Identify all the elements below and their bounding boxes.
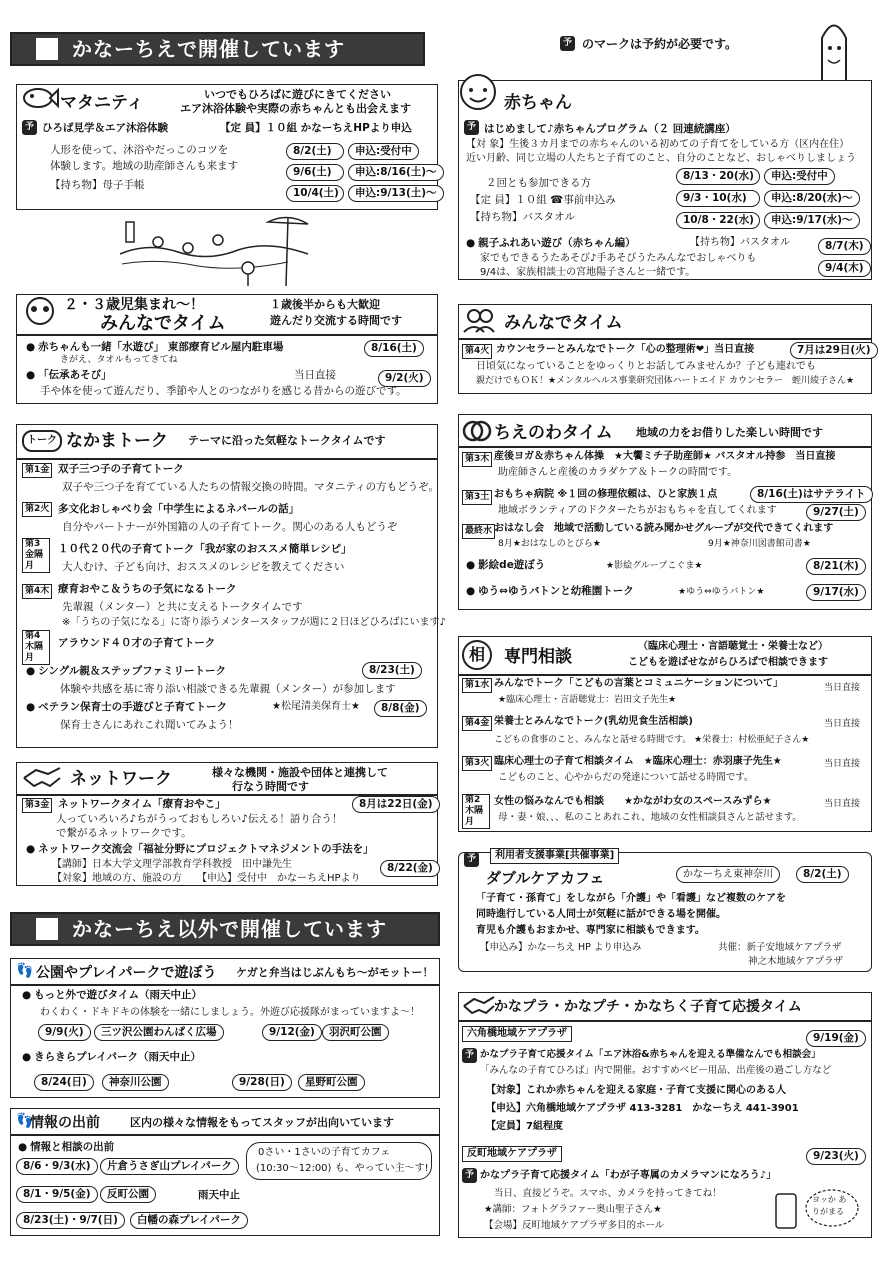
park-d4: 9/28(日) (232, 1074, 292, 1091)
network-sub1: 様々な機関・施設や団体と連携して (212, 766, 388, 779)
minna-date: 7月は29日(火) (790, 342, 878, 359)
network-tag: 第3金 (22, 798, 52, 813)
baby-apply-1: 申込:受付中 (764, 168, 835, 185)
nakama-veteran: ● ベテラン保育士の手遊びと子育てトーク (26, 700, 227, 714)
chie-r3-d1: 8月★おはなしのとびら★ (498, 539, 601, 549)
maternity-sub2: エア沐浴体験や実際の赤ちゃんとも出会えます (180, 102, 411, 115)
consult-r3-d: こどものこと、心やからだの発達について話せる時間です。 (498, 772, 754, 783)
nakama-single-date: 8/23(土) (362, 662, 422, 679)
network-sub2: 行なう時間です (232, 780, 309, 793)
double-title: ダブルケアカフェ (486, 869, 605, 887)
minna-d2: 親だけでもＯＫ！★メンタルヘルス事業研究団体ハートエイド カウンセラー 蛭川綾子さん★ (476, 376, 855, 386)
park-item2: ● きらきらプレイパーク（雨天中止） (22, 1050, 201, 1064)
nakama-veteran-date: 8/8(金) (374, 700, 427, 717)
outreach-p1: 片倉うさぎ山プレイパーク (100, 1158, 239, 1175)
nakama-single-desc: 体験や共感を基に寄り添い相談できる先輩親（メンター）が参加します (60, 683, 396, 695)
nakama-row2-tag: 第2火 (22, 502, 52, 517)
baby-play: ● 親子ふれあい遊び（赤ちゃん編） (466, 236, 636, 250)
toddler-item1: ● 赤ちゃんも一緒「水遊び」 東部療育ビル屋内駐車場 (26, 340, 283, 354)
outreach-title: 情報の出前 (30, 1115, 100, 1131)
nakama-row2-desc: 自分やパートナーが外国籍の人の子育てトーク。関心のある人もどうぞ (62, 521, 398, 533)
park-item1-desc: わくわく・ドキドキの体験を一緒にしましょう。外遊び応援隊がまっていますよ～！ (40, 1007, 420, 1018)
outreach-p2: 反町公園 (100, 1186, 156, 1203)
top-banner-text: かなーちえで開催しています (72, 36, 345, 61)
reserve-mark: 予 (464, 120, 479, 135)
minna-tag: 第4火 (462, 344, 492, 359)
toddler-title2: みんなでタイム (100, 313, 226, 334)
baby-date-1: 8/13・20(水) (676, 168, 760, 185)
nakama-row4-desc2: ※「うちの子気になる」に寄り添うメンタースタッフが週に２日ほどひろばにいます♪ (62, 617, 446, 628)
legend-text: のマークは予約が必要です。 (582, 37, 738, 51)
divider (458, 1020, 872, 1022)
reserve-mark: 予 (22, 120, 37, 135)
baby-title: 赤ちゃん (504, 93, 572, 113)
kanapura-title: かなプラ・かなプチ・かなちく子育て応援タイム (494, 999, 802, 1015)
toddler-item1-note: きがえ、タオルもってきてね (60, 355, 178, 365)
toddler-title1: ２・３歳児集まれ～！ (64, 297, 204, 313)
chie-sub: 地域の力をお借りした楽しい時間です (636, 426, 823, 439)
divider (10, 1134, 440, 1136)
consult-icon: 相 (462, 640, 492, 670)
minna-d1: 日頃気になっていることをゆっくりとお話してみませんか？子ども連れでも (476, 361, 816, 372)
nakama-row1-desc: 双子や三つ子を育てている人たちの情報交換の時間。マタニティの方もどうぞ。 (62, 481, 439, 493)
park-d1: 9/9(火) (38, 1024, 91, 1041)
chie-r5-by: ★ゆう⇔ゆうバトン★ (678, 587, 765, 597)
network-t1: ネットワークタイム「療育おやこ」 (58, 798, 226, 810)
kanapura-l3: 【定員】7組程度 (486, 1121, 563, 1132)
chie-r2-date1: 8/16(土)はサテライト (750, 486, 873, 503)
maternity-capacity: 【定 員】１０組 かなーちえHPより申込 (220, 122, 412, 134)
consult-r2-d: こどもの食事のこと、みんなと話せる時間です。 ★栄養士：村松亜紀子さん★ (494, 735, 810, 745)
double-label: 利用者支援事業[共催事業] (490, 848, 619, 864)
toddler-item2-date: 9/2(火) (378, 370, 431, 387)
park-p3: 神奈川公園 (102, 1074, 169, 1091)
baby-date-3: 10/8・22(水) (676, 212, 760, 229)
kids-icon (20, 297, 60, 327)
nakama-row3-desc: 大人むけ、子ども向け、おススメのレシピを教えてください (62, 561, 345, 573)
baby-face-icon (456, 72, 500, 112)
maternity-date-3: 10/4(土) (286, 185, 344, 202)
cafe-bubble-text2: (10:30～12:00) も、やってい主～す! (256, 1163, 429, 1174)
maternity-item-title: ひろば見学＆エア沐浴体験 (42, 122, 168, 134)
chie-r2-d: 地域ボランティアのドクターたちがおもちゃを直してくれます (498, 505, 777, 516)
baby-apply-2: 申込:8/20(水)～ (764, 190, 860, 207)
nakama-row1-title: 双子三つ子の子育てトーク (58, 463, 184, 475)
outreach-d1: 8/6・9/3(水) (16, 1158, 98, 1175)
network-t2-l1: 【講師】日本大学文理学部教育学科教授 田中謙先生 (52, 859, 292, 870)
chie-r2-tag: 第3土 (462, 490, 492, 505)
banner-square (36, 38, 58, 60)
kanapura-l5: 【会場】反町地域ケアプラザ多目的ホール (484, 1220, 665, 1231)
footprint-icon: 👣 (16, 1113, 34, 1129)
kanapura-l2: 【申込】六角橋地域ケアプラザ 413-3281 かなーちえ 441-3901 (486, 1103, 799, 1114)
nakama-single: ● シングル親＆ステップファミリートーク (26, 664, 226, 678)
nakama-row3-tag: 第3金隔月 (22, 538, 50, 573)
double-co2: 神之木地域ケアプラザ (748, 956, 844, 967)
baby-target1: 【対 象】生後３カ月までの赤ちゃんのいる初めての子育てをしている方（区内在住） (466, 139, 850, 150)
nakama-row5-title: アラウンド４０才の子育てトーク (58, 637, 216, 649)
consult-r2-t: 栄養士とみんなでトーク(乳幼児食生活相談) (494, 716, 693, 727)
network-t1-date: 8月は22日(金) (352, 796, 440, 813)
divider (16, 334, 438, 336)
network-t1-d1: 人っていろいろ♪ちがうっておもしろい♪伝える！語り合う！ (56, 813, 343, 825)
consult-r4-note: 当日直接 (824, 799, 861, 809)
consult-r1-note: 当日直接 (824, 683, 861, 693)
chie-r4: ● 影絵de遊ぼう (466, 558, 545, 572)
maternity-date-2: 9/6(土) (286, 164, 344, 181)
baby-bring: 【持ち物】バスタオル (470, 211, 575, 223)
kanapura-l4: ★講師：フォトグラファー奥山聖子さん★ (484, 1204, 662, 1215)
park-title: 公園やプレイパークで遊ぼう (36, 965, 217, 981)
chie-r4-date: 8/21(木) (806, 558, 866, 575)
outreach-p3: 白幡の森プレイパーク (130, 1212, 248, 1229)
park-p4: 星野町公園 (298, 1074, 365, 1091)
footprint-icon: 👣 (16, 963, 34, 979)
consult-r2-tag: 第4金 (462, 716, 492, 731)
chie-r3-d2: 9月★神奈川図書館司書★ (708, 539, 811, 549)
toddler-item1-date: 8/16(土) (364, 340, 424, 357)
double-date: 8/2(土) (796, 866, 849, 883)
chie-r5: ● ゆう⇔ゆうバトンと幼稚園トーク (466, 584, 634, 598)
consult-r3-note: 当日直接 (824, 759, 861, 769)
baby-play-d2: 9/4は、家族相談士の宮地陽子さんと一緒です。 (480, 267, 696, 278)
handshake-icon (22, 764, 62, 792)
kanapura-loc1: 六角橋地域ケアプラザ (462, 1026, 572, 1042)
double-place: かなーちえ東神奈川 (676, 866, 780, 883)
consult-r1-d: ★臨床心理士・言語聴覚士：岩田文子先生★ (498, 695, 677, 705)
chie-r2-date2: 9/27(土) (806, 504, 866, 521)
network-t1-d2: で繋がるネットワークです。 (56, 827, 192, 839)
minna-t: カウンセラーとみんなでトーク「心の整理術❤」当日直接 (496, 344, 755, 355)
consult-title: 専門相談 (504, 647, 572, 667)
nakama-sub: テーマに沿った気軽なトークタイムです (188, 434, 386, 447)
reserve-mark: 予 (464, 852, 479, 867)
beach-illustration (118, 212, 318, 290)
baby-play-bring: 【持ち物】バスタオル (690, 237, 790, 248)
chie-r2: おもちゃ病院 ※１回の修理依頼は、ひと家族１点 (494, 489, 718, 500)
baby-cap: 【定 員】１０組 ☎事前申込み (470, 194, 616, 206)
nakama-row5-tag: 第4木隔月 (22, 630, 50, 665)
outreach-rain: 雨天中止 (198, 1189, 240, 1201)
nakama-title: なかまトーク (66, 431, 168, 451)
chie-r1-tag: 第3木 (462, 452, 492, 467)
divider (458, 674, 872, 676)
cafe-bubble-text1: 0さい・1さいの子育てカフェ (258, 1147, 391, 1158)
toddler-item2: ● 「伝承あそび」 (26, 368, 112, 382)
fish-icon (20, 84, 60, 112)
handshake-icon (462, 994, 496, 1018)
outreach-item: ● 情報と相談の出前 (18, 1140, 114, 1154)
baby-apply-3: 申込:9/17(水)～ (764, 212, 860, 229)
toddler-item2-desc: 手や体を使って遊んだり、季節や人とのつながりを感じる昔からの遊びです。 (40, 385, 407, 397)
kanapura-date2: 9/23(火) (806, 1148, 866, 1165)
park-item1: ● もっと外で遊びタイム（雨天中止） (22, 988, 202, 1002)
double-d2: 同時進行している人同士が気軽に話ができる場を開催。 (476, 909, 726, 920)
reserve-mark: 予 (462, 1048, 477, 1063)
network-title: ネットワーク (70, 769, 172, 789)
nakama-row1-tag: 第1金 (22, 463, 52, 478)
divider (458, 338, 872, 340)
outreach-d3: 8/23(土)・9/7(日) (16, 1212, 125, 1229)
bottom-banner (10, 912, 440, 946)
baby-both: ２回とも参加できる方 (486, 177, 591, 189)
kanapura-t1b: 「みんなの子育てひろば」内で開催。おすすめベビー用品、出産後の過ごし方など (480, 1065, 832, 1076)
network-t2: ● ネットワーク交流会「福祉分野にプロジェクトマネジメントの手法を」 (26, 842, 374, 856)
maternity-date-1: 8/2(土) (286, 143, 344, 160)
chie-r1-d: 助産師さんと産後のカラダケア＆トークの時間です。 (498, 467, 738, 478)
maternity-apply-2: 申込:8/16(土)～ (348, 164, 444, 181)
consult-r4-t: 女性の悩みなんでも相談 ★かながわ女のスペースみずら★ (494, 796, 772, 807)
consult-r4-tag: 第2木隔月 (462, 794, 490, 829)
divider (10, 984, 440, 986)
chie-r3: おはなし会 地域で活動している読み聞かせグループが交代できてくれます (494, 523, 834, 534)
nakama-veteran-by: ★松尾清美保育士★ (272, 701, 360, 712)
nakama-row4-title: 療育おやこ＆うちの子気になるトーク (58, 583, 237, 595)
park-d3: 8/24(日) (34, 1074, 94, 1091)
maternity-title: マタニティ (60, 93, 144, 113)
baby-play-date-1: 8/7(木) (818, 238, 871, 255)
nakama-row3-title: １０代２０代の子育てトーク「我が家のおススメ簡単レシピ」 (58, 543, 352, 555)
reserve-mark: 予 (462, 1168, 477, 1183)
toddler-sub2: 遊んだり交流する時間です (270, 314, 402, 327)
chie-r3-tag: 最終水 (462, 524, 495, 539)
park-d2: 9/12(金) (262, 1024, 322, 1041)
bottom-banner-text: かなーちえ以外で開催しています (72, 916, 387, 941)
double-co1: 共催：新子安地域ケアプラザ (718, 942, 842, 953)
maternity-bring: 【持ち物】母子手帳 (50, 179, 145, 191)
divider (16, 458, 438, 460)
baby-item-title: はじめまして♪赤ちゃんプログラム（２ 回連続講座） (484, 123, 736, 135)
nakama-veteran-desc: 保育士さんにあれこれ聞いてみよう！ (60, 719, 239, 731)
park-sub: ケガと弁当はじぶんもち～がモットー！ (236, 966, 434, 979)
network-t2-date: 8/22(金) (380, 860, 440, 877)
maternity-apply-3: 申込:9/13(土)～ (348, 185, 444, 202)
maternity-desc1: 人形を使って、沐浴やだっこのコツを (50, 144, 229, 156)
outreach-sub: 区内の様々な情報をもってスタッフが出向いています (130, 1116, 394, 1129)
kanapura-t1: かなプラ子育て応援タイム「エア沐浴&赤ちゃんを迎える準備なんでも相談会」 (480, 1049, 821, 1060)
group-icon (462, 306, 496, 334)
double-d1: 「子育て・孫育て」をしながら「介護」や「看護」など複数のケアを (476, 893, 786, 904)
kanapura-t2: かなプラ子育て応援タイム「わが子専属のカメラマンになろう♪」 (480, 1170, 777, 1181)
park-p2: 羽沢町公園 (322, 1024, 389, 1041)
nakama-row2-title: 多文化おしゃべり会「中学生によるネパールの話」 (58, 503, 300, 515)
network-t2-l2: 【対象】地域の方、施設の方 【申込】受付中 かなーちえHPより (52, 873, 361, 884)
consult-r1-tag: 第1水 (462, 678, 492, 693)
consult-r4-d: 母・妻・娘、、、私のことあれこれ、地域の女性相談員さんと話せます。 (498, 812, 802, 823)
kanapura-loc2: 反町地域ケアプラザ (462, 1146, 562, 1162)
reserve-mark-legend: 予 (560, 36, 575, 51)
chie-r5-date: 9/17(水) (806, 584, 866, 601)
kanapura-t2b: 当日、直接どうぞ。スマホ、カメラを持ってきてね！ (494, 1188, 722, 1199)
baby-play-d1: 家でもできるうたあそび♪手あそびうたみんなでおしゃべりも (480, 253, 757, 264)
rings-icon (462, 418, 492, 444)
top-banner (10, 32, 425, 66)
outreach-d2: 8/1・9/5(金) (16, 1186, 98, 1203)
baby-target2: 近い月齢、同じ立場の人たちと子育てのこと、自分のことなど、おしゃべりしましょう (466, 153, 856, 164)
consult-r1-t: みんなでトーク「こどもの言葉とコミュニケーションについて」 (494, 678, 783, 689)
toddler-item2-note: 当日直接 (294, 369, 336, 381)
toddler-sub1: １歳後半からも大歓迎 (270, 298, 380, 311)
consult-r3-tag: 第3火 (462, 756, 492, 771)
baby-play-date-2: 9/4(木) (818, 260, 871, 277)
chie-r4-by: ★影絵グループこぐま★ (606, 561, 703, 571)
double-d3: 育児も介護もおまかせ、専門家に相談もできます。 (476, 925, 705, 936)
maternity-apply-1: 申込:受付中 (348, 143, 419, 160)
kanapura-l1: 【対象】これか赤ちゃんを迎える家庭・子育て支援に関心のある人 (486, 1085, 786, 1096)
banner-square (36, 918, 58, 940)
nakama-row4-desc: 先輩親（メンター）と共に支えるトークタイムです (62, 601, 303, 613)
divider (458, 446, 872, 448)
maternity-sub1: いつでもひろばに遊びにきてください (204, 88, 391, 101)
kanapura-date1: 9/19(金) (806, 1030, 866, 1047)
consult-sub2: こどもを遊ばせながらひろばで相談できます (628, 657, 828, 668)
consult-r3-t: 臨床心理士の子育て相談タイム ★臨床心理士：赤羽康子先生★ (494, 756, 782, 767)
thanks-text: ヨッか ありがまる (812, 1195, 847, 1216)
minna-title: みんなでタイム (504, 313, 623, 333)
talk-icon: トーク (22, 430, 62, 452)
consult-sub1: （臨床心理士・言語聴覚士・栄養士など） (638, 641, 828, 652)
nakama-row4-tag: 第4木 (22, 584, 52, 599)
park-p1: 三ツ沢公園わんぱく広場 (94, 1024, 224, 1041)
baby-date-2: 9/3・10(水) (676, 190, 760, 207)
maternity-desc2: 体験します。地域の助産師さんも来ます (50, 160, 239, 172)
chie-r1: 産後ヨガ＆赤ちゃん体操 ★大饗ミチ子助産師★ バスタオル持参 当日直接 (494, 451, 836, 462)
chie-title: ちえのわタイム (494, 423, 613, 443)
consult-r2-note: 当日直接 (824, 719, 861, 729)
double-apply: 【申込み】かなーちえ HP より申込み (480, 942, 642, 953)
